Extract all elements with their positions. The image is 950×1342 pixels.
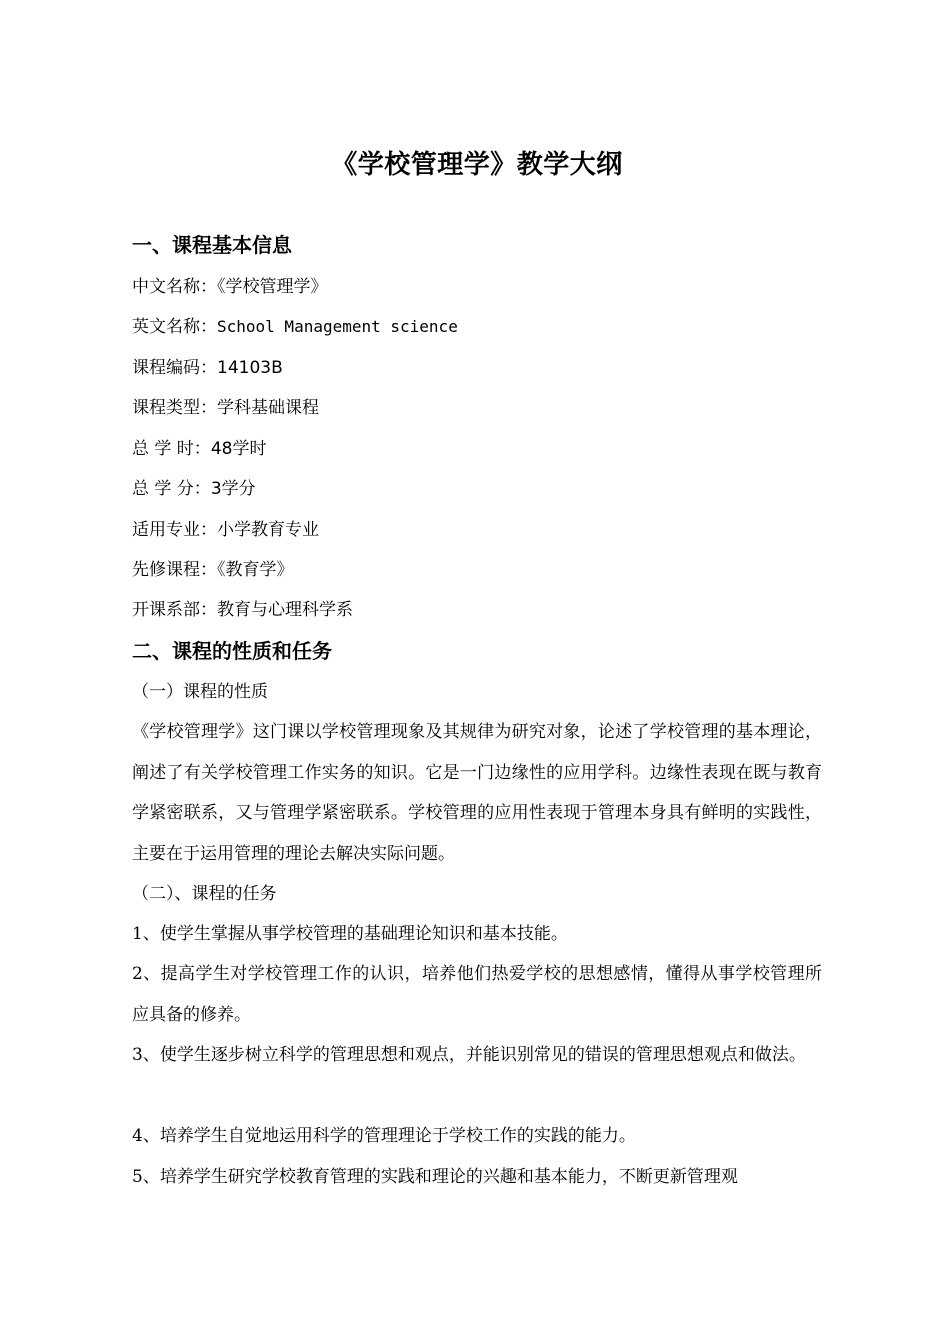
- info-label: 课程类型：: [132, 398, 217, 418]
- info-label: 适用专业：: [132, 520, 217, 540]
- info-label: 总 学 分：: [132, 479, 211, 499]
- info-row-course-code: [132, 355, 283, 381]
- info-value: 《教育学》: [217, 560, 294, 580]
- info-row-chinese-name: [132, 274, 328, 300]
- task-item-2: 2、提高学生对学校管理工作的认识，培养他们热爱学校的思想感情，懂得从事学校管理所应具备的修养。: [132, 964, 822, 1025]
- info-value: 教育与心理科学系: [217, 600, 353, 620]
- subheading-nature: （一）课程的性质: [132, 682, 268, 702]
- info-value: 《学校管理学》: [217, 277, 328, 297]
- info-label: 英文名称：: [132, 317, 217, 337]
- info-value: 学科基础课程: [217, 398, 319, 418]
- info-value: 48学时: [210, 439, 267, 459]
- info-label: 开课系部：: [132, 600, 217, 620]
- document-body: [132, 0, 822, 1342]
- task-item-4: 4、培养学生自觉地运用科学的管理理论于学校工作的实践的能力。: [132, 1126, 636, 1146]
- info-row-department: [132, 597, 353, 623]
- subheading-tasks: （二）、课程的任务: [132, 884, 277, 904]
- info-label: 先修课程：: [132, 560, 217, 580]
- info-row-prerequisite: [132, 557, 294, 583]
- paragraph-nature: 《学校管理学》这门课以学校管理现象及其规律为研究对象，论述了学校管理的基本理论，阐述了有关学校管理工作实务的知识。它是一门边缘性的应用学科。边缘性表现在既与教育学紧密联系，又与管理学紧密联系。学校管理的应用性表现于管理本身具有鲜明的实践性，主要在于运用管理的理论去解决实际问题。: [132, 722, 822, 864]
- info-row-total-hours: [132, 436, 266, 462]
- section-heading-nature-tasks: 二、课程的性质和任务: [132, 639, 332, 663]
- info-label: 中文名称：: [132, 277, 217, 297]
- info-row-major: [132, 517, 319, 543]
- info-row-course-type: [132, 395, 319, 421]
- task-item-1: 1、使学生掌握从事学校管理的基础理论知识和基本技能。: [132, 924, 568, 944]
- info-value: 3学分: [210, 479, 256, 499]
- info-label: 总 学 时：: [132, 439, 211, 459]
- info-row-english-name: [132, 314, 458, 340]
- info-value: 小学教育专业: [217, 520, 319, 540]
- info-label: 课程编码：: [132, 358, 217, 378]
- info-row-total-credits: [132, 476, 256, 502]
- task-item-5: 5、培养学生研究学校教育管理的实践和理论的兴趣和基本能力，不断更新管理观: [132, 1167, 738, 1187]
- section-heading-basic-info: 一、课程基本信息: [132, 233, 292, 257]
- task-item-3: 3、使学生逐步树立科学的管理思想和观点，并能识别常见的错误的管理思想观点和做法。: [132, 1045, 806, 1065]
- info-value: 14103B: [217, 358, 283, 378]
- document-title: 《学校管理学》教学大纲: [331, 150, 623, 180]
- info-value: School Management science: [217, 317, 458, 336]
